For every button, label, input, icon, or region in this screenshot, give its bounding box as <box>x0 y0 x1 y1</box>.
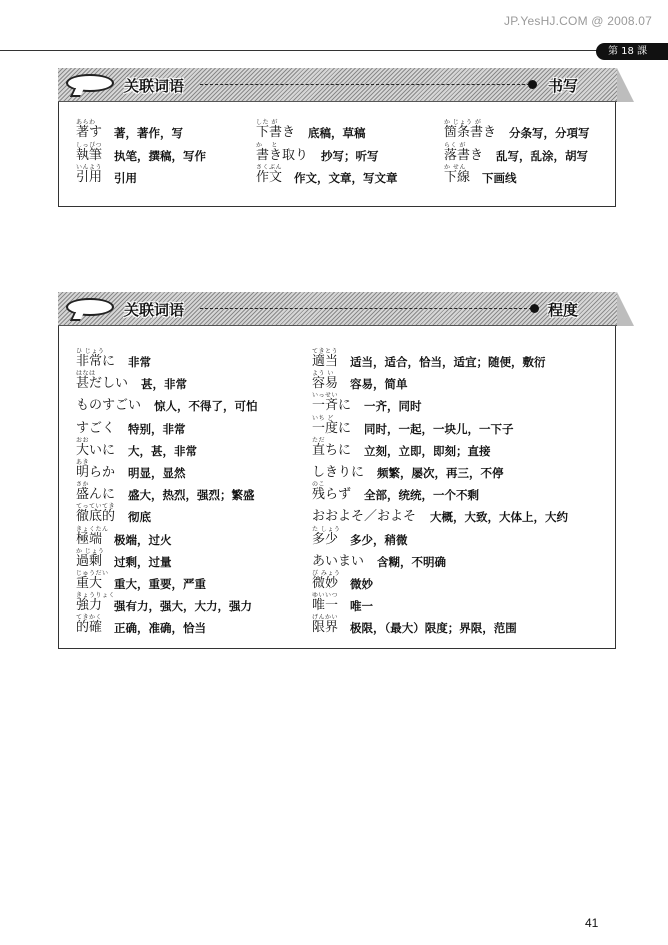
furigana: あき <box>76 459 90 466</box>
japanese-term: ものすごい <box>76 398 142 413</box>
furigana: ゆいいつ <box>312 592 339 599</box>
vocab-entry <box>312 570 632 594</box>
chinese-meaning: 正确，准确，恰当 <box>114 621 206 635</box>
chinese-meaning: 唯一 <box>350 599 373 613</box>
japanese-term: 重大 <box>76 576 103 591</box>
japanese-term: 盛んに <box>76 487 116 502</box>
japanese-term: 著す <box>76 125 103 140</box>
japanese-term: 一斉に <box>312 398 352 413</box>
chinese-meaning: 作文，文章，写文章 <box>294 171 398 185</box>
furigana: いち ど <box>312 415 334 422</box>
japanese-term: 的確 <box>76 620 103 635</box>
furigana: おお <box>76 437 90 444</box>
japanese-term: 限界 <box>312 620 339 635</box>
furigana: さか <box>76 481 90 488</box>
japanese-term: 強力 <box>76 598 103 613</box>
banner-category: 书写 <box>548 77 579 95</box>
vocab-entry <box>444 119 668 143</box>
furigana: じゅうだい <box>76 570 109 577</box>
banner-title: 关联词语 <box>124 77 185 95</box>
japanese-term: 非常に <box>76 354 116 369</box>
japanese-term: 引用 <box>76 170 103 185</box>
chinese-meaning: 过剩，过量 <box>114 555 172 569</box>
vocab-entry <box>312 592 632 616</box>
chinese-meaning: 全部，统统，一个不剩 <box>364 488 479 502</box>
vocab-entry <box>312 392 632 416</box>
chinese-meaning: 强有力，强大，大力，强力 <box>114 599 252 613</box>
furigana: び みょう <box>312 570 341 577</box>
vocab-grid <box>59 293 617 650</box>
furigana: いっせい <box>312 392 339 399</box>
chinese-meaning: 极端，过火 <box>114 533 172 547</box>
vocab-entry <box>312 415 632 439</box>
chinese-meaning: 明显，显然 <box>128 466 186 480</box>
chinese-meaning: 重大，重要，严重 <box>114 577 206 591</box>
chinese-meaning: 乱写，乱涂，胡写 <box>496 149 588 163</box>
japanese-term: おおよそ／およそ <box>312 509 417 524</box>
furigana: ひ じょう <box>76 348 105 355</box>
chinese-meaning: 微妙 <box>350 577 373 591</box>
chinese-meaning: 盛大，热烈，强烈；繁盛 <box>128 488 255 502</box>
page-number: 41 <box>585 916 599 930</box>
furigana: てきかく <box>76 614 103 621</box>
chinese-meaning: 底稿，草稿 <box>308 126 366 140</box>
header-rule <box>0 50 600 51</box>
page-fold-corner <box>617 292 634 326</box>
vocab-entry <box>312 348 632 372</box>
chinese-meaning: 抄写；听写 <box>321 149 379 163</box>
vocab-box-degree <box>58 292 616 649</box>
vocab-entry <box>312 459 632 483</box>
japanese-term: 過剰 <box>76 554 103 569</box>
vocab-entry <box>444 142 668 166</box>
chinese-meaning: 同时，一起，一块儿，一下子 <box>364 422 514 436</box>
vocab-entry <box>312 526 632 550</box>
vocab-grid <box>59 69 617 208</box>
japanese-term: 下書き <box>256 125 296 140</box>
japanese-term: しきりに <box>312 465 365 480</box>
furigana: てきとう <box>312 348 339 355</box>
chinese-meaning: 容易，简单 <box>350 377 408 391</box>
chinese-meaning: 多少，稍微 <box>350 533 408 547</box>
vocab-box-writing <box>58 68 616 207</box>
chinese-meaning: 特别，非常 <box>128 422 186 436</box>
japanese-term: 大いに <box>76 443 116 458</box>
japanese-term: 作文 <box>256 170 283 185</box>
japanese-term: 落書き <box>444 148 484 163</box>
furigana: いんよう <box>76 164 103 171</box>
japanese-term: 箇条書き <box>444 125 497 140</box>
chinese-meaning: 大，甚，非常 <box>128 444 197 458</box>
furigana: さくぶん <box>256 164 283 171</box>
banner-title: 关联词语 <box>124 301 185 319</box>
japanese-term: 明らか <box>76 465 116 480</box>
japanese-term: 書き取り <box>256 148 309 163</box>
chinese-meaning: 惊人，不得了，可怕 <box>154 399 258 413</box>
furigana: ただ <box>312 437 326 444</box>
japanese-term: 唯一 <box>312 598 339 613</box>
vocab-entry <box>444 164 668 188</box>
watermark: JP.YesHJ.COM @ 2008.07 <box>504 14 652 28</box>
japanese-term: あいまい <box>312 554 365 569</box>
furigana: てっていてき <box>76 503 116 510</box>
vocab-entry <box>312 481 632 505</box>
furigana: げんかい <box>312 614 339 621</box>
furigana: か じょう が <box>444 119 482 126</box>
chinese-meaning: 著，著作，写 <box>114 126 183 140</box>
furigana: あらわ <box>76 119 96 126</box>
chinese-meaning: 极限，（最大）限度；界限，范围 <box>350 621 517 635</box>
japanese-term: すごく <box>76 421 116 436</box>
japanese-term: 一度に <box>312 421 352 436</box>
vocab-entry <box>312 370 632 394</box>
lesson-tab: 第 18 課 <box>596 43 668 60</box>
chinese-meaning: 甚，非常 <box>141 377 187 391</box>
japanese-term: 微妙 <box>312 576 339 591</box>
furigana: か じょう <box>76 548 105 555</box>
furigana: か せん <box>444 164 466 171</box>
japanese-term: 極端 <box>76 532 103 547</box>
japanese-term: 徹底的 <box>76 509 116 524</box>
vocab-entry <box>312 437 632 461</box>
chinese-meaning: 含糊，不明确 <box>377 555 446 569</box>
japanese-term: 適当 <box>312 354 339 369</box>
chinese-meaning: 频繁，屡次，再三，不停 <box>377 466 504 480</box>
furigana: らく が <box>444 142 466 149</box>
japanese-term: 容易 <box>312 376 339 391</box>
furigana: か と <box>256 142 278 149</box>
furigana: しっぴつ <box>76 142 103 149</box>
vocab-entry <box>312 503 632 527</box>
chinese-meaning: 下画线 <box>482 171 517 185</box>
furigana: はなは <box>76 370 96 377</box>
chinese-meaning: 引用 <box>114 171 137 185</box>
chinese-meaning: 执笔，撰稿，写作 <box>114 149 206 163</box>
japanese-term: 直ちに <box>312 443 352 458</box>
furigana: した が <box>256 119 278 126</box>
furigana: た しょう <box>312 526 341 533</box>
vocab-entry <box>312 614 632 638</box>
chinese-meaning: 立刻，立即，即刻；直接 <box>364 444 491 458</box>
page-fold-corner <box>617 68 634 102</box>
vocab-entry <box>312 548 632 572</box>
furigana: よう い <box>312 370 334 377</box>
furigana: のこ <box>312 481 326 488</box>
chinese-meaning: 一齐，同时 <box>364 399 422 413</box>
chinese-meaning: 分条写，分項写 <box>509 126 590 140</box>
chinese-meaning: 适当，适合，恰当，适宜；随便，敷衍 <box>350 355 546 369</box>
japanese-term: 執筆 <box>76 148 103 163</box>
japanese-term: 多少 <box>312 532 339 547</box>
furigana: きょうりょく <box>76 592 116 599</box>
chinese-meaning: 彻底 <box>128 510 151 524</box>
chinese-meaning: 大概，大致，大体上，大约 <box>430 510 568 524</box>
furigana: きょくたん <box>76 526 109 533</box>
japanese-term: 残らず <box>312 487 352 502</box>
japanese-term: 下線 <box>444 170 471 185</box>
chinese-meaning: 非常 <box>128 355 151 369</box>
japanese-term: 甚だしい <box>76 376 129 391</box>
banner-category: 程度 <box>548 301 579 319</box>
